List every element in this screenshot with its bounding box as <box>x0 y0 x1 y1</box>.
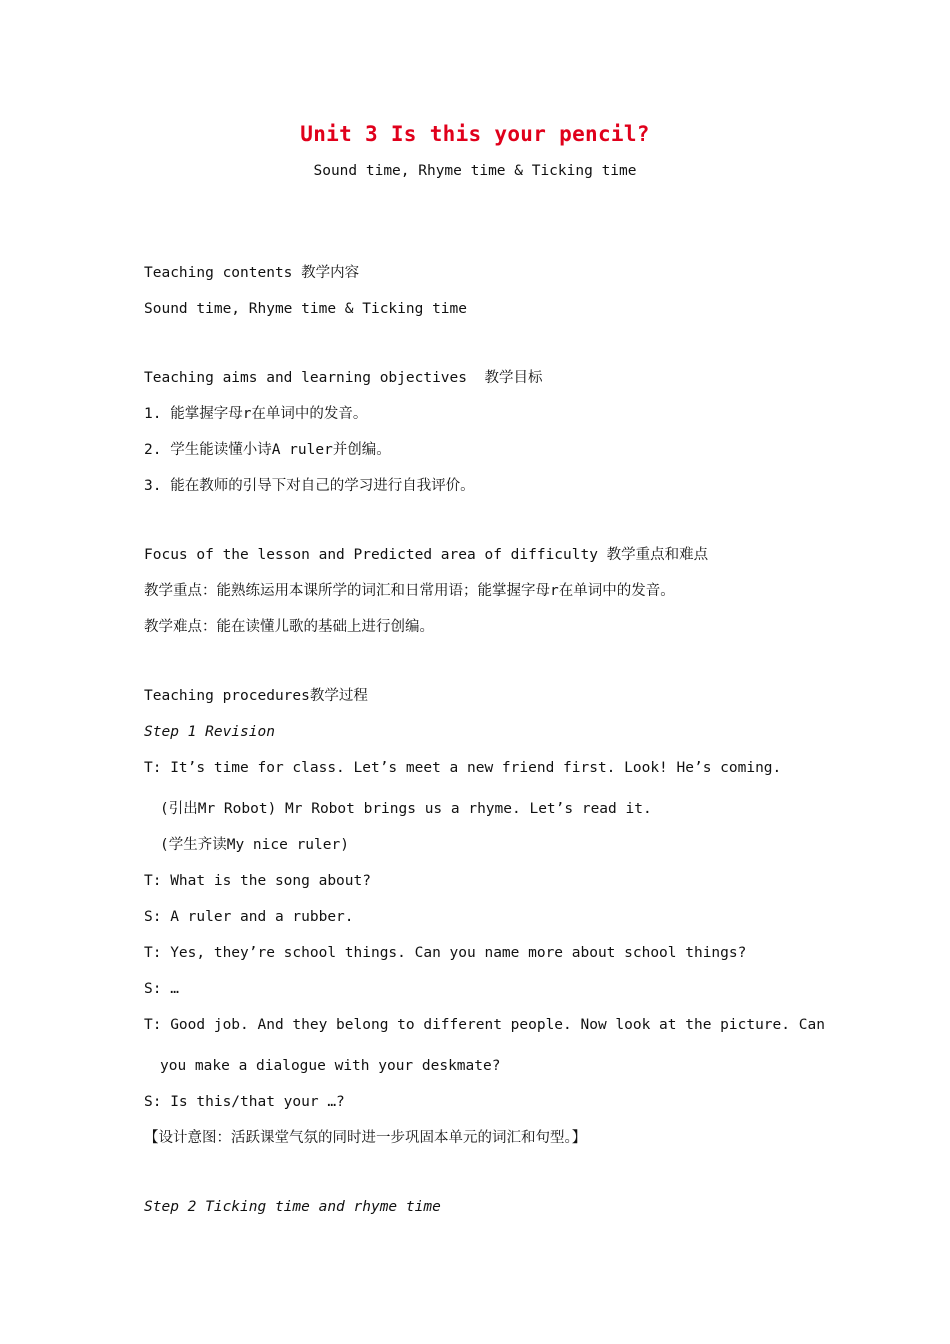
page-title: Unit 3 Is this your pencil? <box>300 122 650 146</box>
dialogue-line: T: Good job. And they belong to different people. Now look at the picture. Can <box>144 1017 825 1033</box>
focus-difficulty: 教学难点：能在读懂儿歌的基础上进行创编。 <box>144 619 434 635</box>
focus-heading: Focus of the lesson and Predicted area of difficulty 教学重点和难点 <box>144 547 709 563</box>
aim-item-3: 3. 能在教师的引导下对自己的学习进行自我评价。 <box>144 478 475 494</box>
aims-heading: Teaching aims and learning objectives 教学目标 <box>144 370 543 386</box>
design-intent-note: 【设计意图：活跃课堂气氛的同时进一步巩固本单元的词汇和句型。】 <box>144 1130 587 1146</box>
dialogue-line: S: Is this/that your …? <box>144 1094 345 1110</box>
dialogue-line: T: It’s time for class. Let’s meet a new friend first. Look! He’s coming. <box>144 760 782 776</box>
page-subtitle: Sound time, Rhyme time & Ticking time <box>313 163 637 179</box>
procedures-heading: Teaching procedures教学过程 <box>144 688 368 704</box>
dialogue-line: S: A ruler and a rubber. <box>144 909 354 925</box>
dialogue-line: you make a dialogue with your deskmate? <box>160 1058 501 1074</box>
contents-text: Sound time, Rhyme time & Ticking time <box>144 301 468 317</box>
dialogue-line: (引出Mr Robot) Mr Robot brings us a rhyme. Let’s read it. <box>160 801 652 817</box>
dialogue-line: (学生齐读My nice ruler) <box>160 837 349 853</box>
dialogue-line: T: What is the song about? <box>144 873 371 889</box>
aim-item-1: 1. 能掌握字母r在单词中的发音。 <box>144 406 368 422</box>
step-2-title: Step 2 Ticking time and rhyme time <box>144 1199 441 1215</box>
contents-heading: Teaching contents 教学内容 <box>144 265 360 281</box>
dialogue-line: S: … <box>144 981 179 997</box>
aim-item-2: 2. 学生能读懂小诗A ruler并创编。 <box>144 442 391 458</box>
focus-key-point: 教学重点：能熟练运用本课所学的词汇和日常用语；能掌握字母r在单词中的发音。 <box>144 583 675 599</box>
step-1-title: Step 1 Revision <box>144 724 275 740</box>
dialogue-line: T: Yes, they’re school things. Can you name more about school things? <box>144 945 747 961</box>
